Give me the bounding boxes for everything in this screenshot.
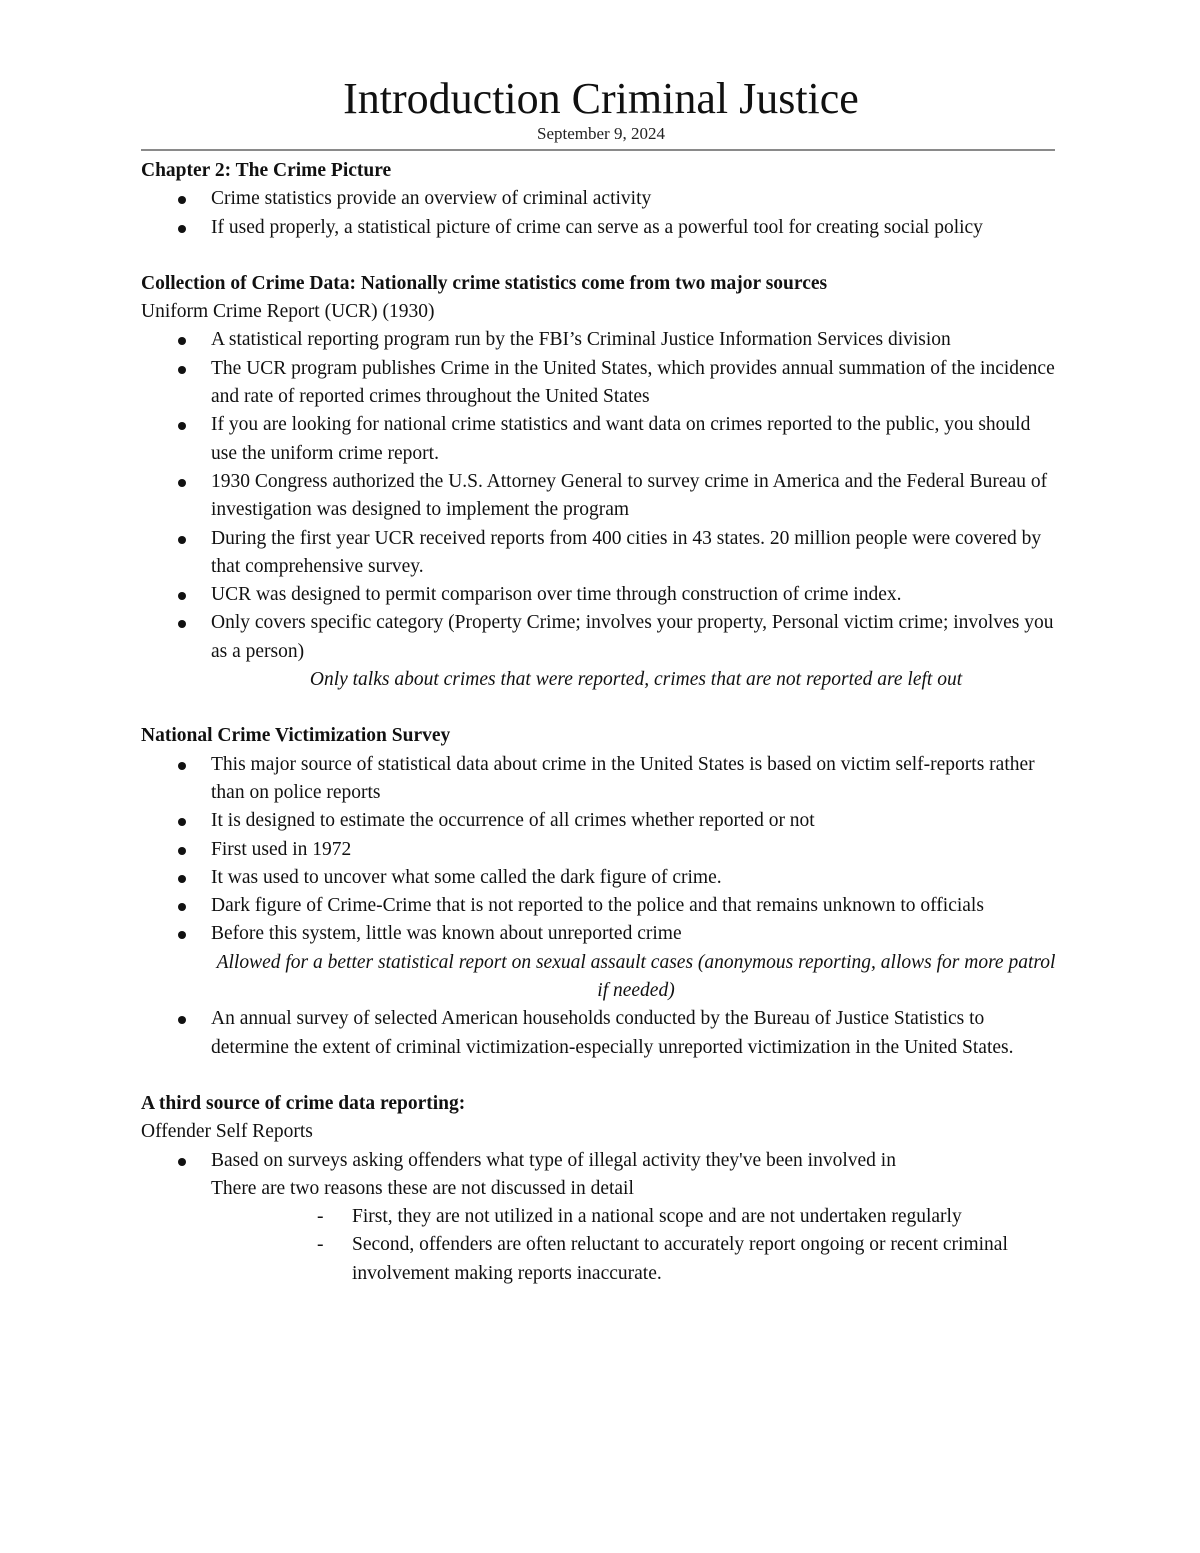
bullet-icon bbox=[178, 762, 186, 770]
list-item: This major source of statistical data about crime in the United States is based on victim self-reports rather than on police reports bbox=[141, 751, 1061, 808]
ucr-note: Only talks about crimes that were reported, crimes that are not reported are left out bbox=[309, 669, 963, 691]
bullet-icon bbox=[178, 1158, 186, 1166]
bullet-icon bbox=[178, 422, 186, 430]
list-item: First used in 1972 bbox=[141, 836, 1061, 864]
dash-icon: - bbox=[317, 1206, 324, 1228]
bullet-icon bbox=[178, 479, 186, 487]
offender-bullet-list bbox=[141, 1147, 1061, 1175]
reasons-intro: There are two reasons these are not discussed in detail bbox=[211, 1177, 634, 1199]
bullet-icon bbox=[178, 366, 186, 374]
list-item: An annual survey of selected American households conducted by the Bureau of Justice Statistics to determine the extent of criminal victimization-especially unreported victimization in the United States. bbox=[141, 1005, 1061, 1062]
title-divider bbox=[141, 149, 1055, 151]
chapter-bullet-list bbox=[141, 185, 1061, 242]
bullet-icon bbox=[178, 847, 186, 855]
list-item: Crime statistics provide an overview of criminal activity bbox=[141, 185, 1061, 213]
dash-icon: - bbox=[317, 1234, 324, 1256]
bullet-icon bbox=[178, 875, 186, 883]
list-item: Before this system, little was known about unreported crime bbox=[141, 920, 1061, 948]
ucr-bullet-list bbox=[141, 326, 1061, 666]
third-source-heading: A third source of crime data reporting: bbox=[141, 1092, 466, 1114]
list-item: If used properly, a statistical picture of crime can serve as a powerful tool for creating social policy bbox=[141, 214, 1061, 242]
list-item: Only covers specific category (Property Crime; involves your property, Personal victim crime; involves you as a person) bbox=[141, 609, 1061, 666]
page-title: Introduction Criminal Justice bbox=[343, 74, 859, 123]
offender-self-reports-title: Offender Self Reports bbox=[141, 1121, 313, 1143]
ncvs-note: Allowed for a better statistical report on sexual assault cases (anonymous reporting, allows for more patrol if needed) bbox=[216, 951, 1056, 1002]
document-page bbox=[141, 74, 1061, 1288]
list-item: - Second, offenders are often reluctant to accurately report ongoing or recent criminal involvement making reports inaccurate. bbox=[141, 1231, 1061, 1288]
list-item: The UCR program publishes Crime in the United States, which provides annual summation of the incidence and rate of reported crimes throughout the United States bbox=[141, 355, 1061, 412]
list-item: Based on surveys asking offenders what type of illegal activity they've been involved in bbox=[141, 1147, 1061, 1175]
list-item: It was used to uncover what some called the dark figure of crime. bbox=[141, 864, 1061, 892]
bullet-icon bbox=[178, 1016, 186, 1024]
reasons-dash-list bbox=[141, 1203, 1061, 1288]
page-date: September 9, 2024 bbox=[537, 124, 665, 143]
list-item: - First, they are not utilized in a national scope and are not undertaken regularly bbox=[141, 1203, 1061, 1231]
bullet-icon bbox=[178, 196, 186, 204]
bullet-icon bbox=[178, 592, 186, 600]
bullet-icon bbox=[178, 818, 186, 826]
bullet-icon bbox=[178, 536, 186, 544]
bullet-icon bbox=[178, 903, 186, 911]
list-item: If you are looking for national crime statistics and want data on crimes reported to the public, you should use the uniform crime report. bbox=[141, 411, 1061, 468]
bullet-icon bbox=[178, 620, 186, 628]
chapter-heading: Chapter 2: The Crime Picture bbox=[141, 160, 392, 181]
ncvs-bullet-list-2 bbox=[141, 1005, 1061, 1062]
bullet-icon bbox=[178, 337, 186, 345]
collection-heading: Collection of Crime Data: Nationally crime statistics come from two major sources bbox=[141, 272, 828, 294]
ucr-title: Uniform Crime Report (UCR) (1930) bbox=[141, 301, 435, 323]
list-item: 1930 Congress authorized the U.S. Attorney General to survey crime in America and the Federal Bureau of investigation was designed to implement the program bbox=[141, 468, 1061, 525]
list-item: During the first year UCR received reports from 400 cities in 43 states. 20 million people were covered by that comprehensive survey. bbox=[141, 525, 1061, 582]
ncvs-bullet-list bbox=[141, 751, 1061, 949]
ncvs-heading: National Crime Victimization Survey bbox=[141, 725, 451, 747]
list-item: UCR was designed to permit comparison over time through construction of crime index. bbox=[141, 581, 1061, 609]
list-item: A statistical reporting program run by the FBI’s Criminal Justice Information Services division bbox=[141, 326, 1061, 354]
bullet-icon bbox=[178, 225, 186, 233]
list-item: It is designed to estimate the occurrence of all crimes whether reported or not bbox=[141, 807, 1061, 835]
bullet-icon bbox=[178, 931, 186, 939]
list-item: Dark figure of Crime-Crime that is not reported to the police and that remains unknown to officials bbox=[141, 892, 1061, 920]
